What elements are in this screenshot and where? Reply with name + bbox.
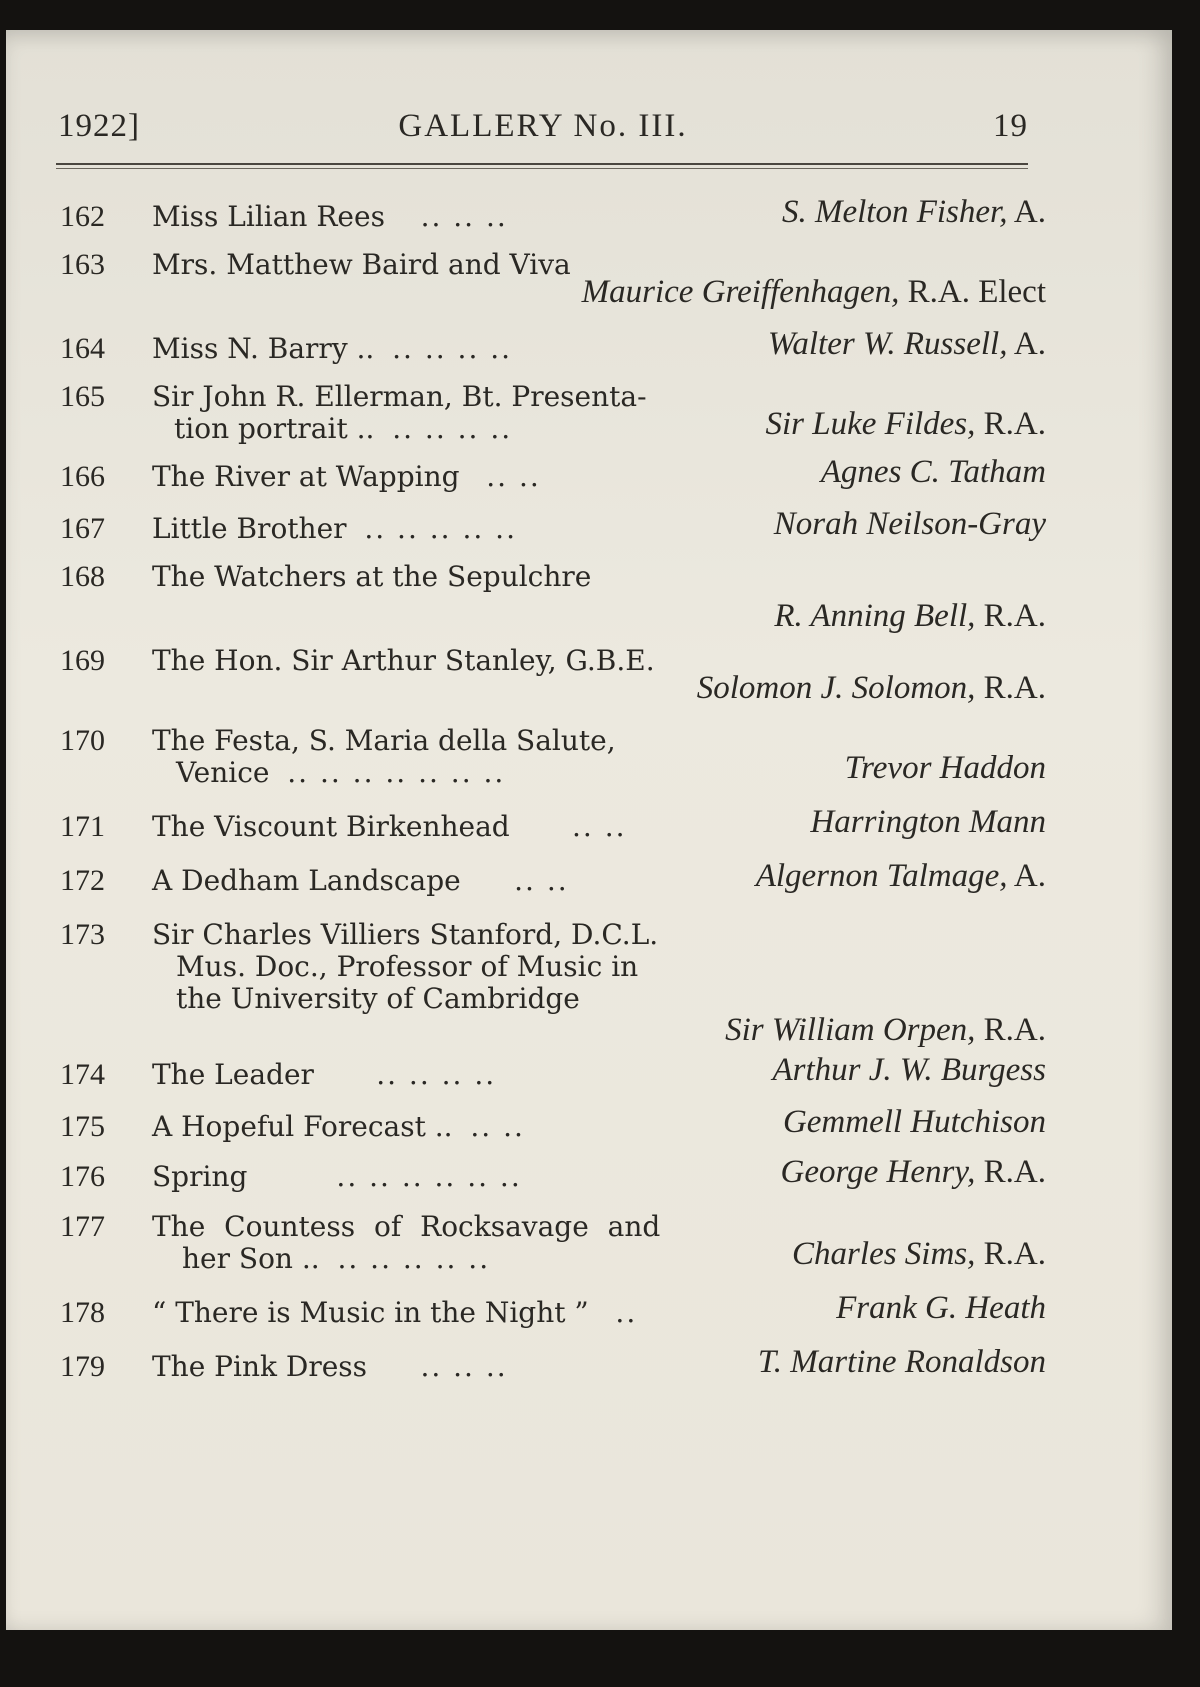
entry-title: The River at Wapping .. .. (152, 460, 541, 493)
running-head-title: GALLERY No. III. (398, 108, 688, 144)
entry-title: The Leader .. .. .. .. (152, 1058, 497, 1091)
entry-artist: R. Anning Bell, R.A. (774, 598, 1046, 634)
entry-number: 178 (60, 1296, 105, 1329)
entry-title: Sir John R. Ellerman, Bt. Presenta- (152, 380, 647, 413)
entry-artist: Norah Neilson-Gray (773, 506, 1046, 542)
entry-number: 162 (60, 200, 105, 233)
entry-artist: Sir William Orpen, R.A. (725, 1012, 1046, 1048)
entry-title: The Viscount Birkenhead .. .. (152, 810, 627, 843)
catalogue-entry-164 (56, 326, 1046, 376)
entry-artist: Agnes C. Tatham (820, 454, 1046, 490)
catalogue-entry-173 (56, 918, 1046, 1058)
entry-number: 165 (60, 380, 105, 413)
header-rule-thin (56, 168, 1028, 169)
catalogue-page (6, 30, 1172, 1630)
catalogue-entry-176 (56, 1154, 1046, 1204)
entry-title: The Festa, S. Maria della Salute, (152, 724, 616, 757)
catalogue-entry-166 (56, 454, 1046, 504)
entry-title: “ There is Music in the Night ” .. (152, 1296, 638, 1329)
entry-artist: Trevor Haddon (844, 750, 1046, 786)
entry-number: 174 (60, 1058, 105, 1091)
running-head-year: 1922] (58, 108, 140, 144)
entry-title: Sir Charles Villiers Stanford, D.C.L. (152, 918, 659, 951)
catalogue-entry-178 (56, 1290, 1046, 1340)
catalogue-entry-167 (56, 506, 1046, 556)
entry-title: Mrs. Matthew Baird and Viva (152, 248, 571, 281)
entry-number: 163 (60, 248, 105, 281)
catalogue-entry-170 (56, 724, 1046, 804)
entry-title: The Pink Dress .. .. .. (152, 1350, 508, 1383)
entry-title-continuation: Mus. Doc., Professor of Music in (176, 950, 639, 983)
entry-number: 179 (60, 1350, 105, 1383)
entry-artist: Harrington Mann (810, 804, 1046, 840)
entry-title: Little Brother .. .. .. .. .. (152, 512, 517, 545)
entry-number: 167 (60, 512, 105, 545)
entry-artist: Maurice Greiffenhagen, R.A. Elect (581, 274, 1046, 310)
catalogue-entry-179 (56, 1344, 1046, 1394)
header-rule (56, 163, 1028, 165)
catalogue-entry-172 (56, 858, 1046, 908)
entry-number: 176 (60, 1160, 105, 1193)
entry-title-continuation-2: the University of Cambridge (176, 982, 580, 1015)
entry-number: 169 (60, 644, 105, 677)
entry-title-continuation: Venice .. .. .. .. .. .. .. (176, 756, 506, 789)
entry-title: The Countess of Rocksavage and (152, 1210, 661, 1243)
entry-title: Spring .. .. .. .. .. .. (152, 1160, 522, 1193)
entry-number: 168 (60, 560, 105, 593)
entry-artist: Algernon Talmage, A. (755, 858, 1046, 894)
entry-artist: Solomon J. Solomon, R.A. (696, 670, 1046, 706)
entry-artist: Charles Sims, R.A. (792, 1236, 1046, 1272)
entry-artist: Arthur J. W. Burgess (772, 1052, 1046, 1088)
entry-number: 166 (60, 460, 105, 493)
catalogue-entry-162 (56, 194, 1046, 244)
entry-artist: S. Melton Fisher, A. (782, 194, 1046, 230)
entry-title: The Hon. Sir Arthur Stanley, G.B.E. (152, 644, 655, 677)
catalogue-entry-175 (56, 1104, 1046, 1154)
catalogue-entry-163 (56, 248, 1046, 328)
catalogue-entry-174 (56, 1052, 1046, 1102)
page-number: 19 (993, 108, 1028, 144)
entry-number: 171 (60, 810, 105, 843)
entry-number: 177 (60, 1210, 105, 1243)
entry-number: 173 (60, 918, 105, 951)
entry-number: 164 (60, 332, 105, 365)
entry-artist: Gemmell Hutchison (782, 1104, 1046, 1140)
entry-title: A Hopeful Forecast .. .. .. (152, 1110, 525, 1143)
entry-artist: George Henry, R.A. (780, 1154, 1046, 1190)
entry-title-continuation: tion portrait .. .. .. .. .. (174, 412, 513, 445)
catalogue-entry-165 (56, 380, 1046, 460)
catalogue-entry-171 (56, 804, 1046, 854)
entry-artist: Frank G. Heath (836, 1290, 1046, 1326)
entry-artist: Walter W. Russell, A. (767, 326, 1046, 362)
entry-number: 172 (60, 864, 105, 897)
catalogue-entry-168 (56, 560, 1046, 640)
entry-title: A Dedham Landscape .. .. (152, 864, 569, 897)
entry-artist: T. Martine Ronaldson (757, 1344, 1046, 1380)
entry-title-continuation: her Son .. .. .. .. .. .. (182, 1242, 491, 1275)
entry-title: The Watchers at the Sepulchre (152, 560, 592, 593)
entry-title: Miss Lilian Rees .. .. .. (152, 200, 508, 233)
entry-number: 175 (60, 1110, 105, 1143)
entry-number: 170 (60, 724, 105, 757)
catalogue-entry-169 (56, 644, 1046, 724)
catalogue-entry-177 (56, 1210, 1046, 1290)
entry-title: Miss N. Barry .. .. .. .. .. (152, 332, 513, 365)
running-head (58, 108, 1028, 158)
entry-artist: Sir Luke Fildes, R.A. (765, 406, 1046, 442)
